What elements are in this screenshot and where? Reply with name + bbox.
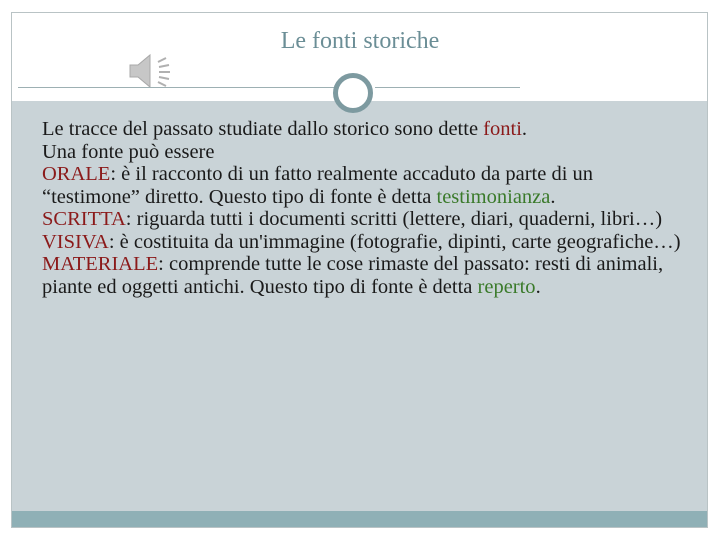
item-text: Le tracce del passato studiate dallo storico sono dette (42, 118, 484, 140)
highlight-term: reperto (477, 275, 536, 298)
item-text: : riguarda tutti i documenti scritti (lettere, diari, quaderni, libri…) (125, 208, 663, 230)
item-text: : comprende tutte le cose rimaste del passato: resti di animali, piante ed oggetti antichi. Questo tipo di fonte è detta (42, 253, 664, 298)
highlight-term: testimonianza (436, 185, 551, 208)
circle-ornament-icon (333, 73, 373, 113)
item-text: . (521, 118, 528, 140)
keyword: fonti (483, 118, 522, 140)
keyword: VISIVA (42, 230, 109, 253)
keyword: SCRITTA (42, 208, 126, 230)
keyword: ORALE (42, 163, 111, 185)
list-item (20, 163, 695, 208)
list-item (20, 141, 695, 164)
item-text: . (535, 275, 541, 298)
speaker-icon[interactable] (122, 50, 178, 92)
item-text: . (550, 185, 556, 208)
divider (375, 87, 520, 88)
bullet-list (20, 118, 695, 298)
keyword: MATERIALE (42, 253, 159, 275)
list-item (20, 208, 695, 231)
item-text: : è il racconto di un fatto realmente accaduto da parte di un “testimone” diretto. Questo tipo di fonte è detta (42, 163, 594, 208)
item-text: : è costituita da un'immagine (fotografie, dipinti, carte geografiche…) (108, 230, 681, 253)
list-item (20, 231, 695, 254)
divider (18, 87, 336, 88)
list-item (20, 253, 695, 298)
footer-bar (12, 511, 707, 527)
item-text: Una fonte può essere (42, 140, 215, 163)
list-item (20, 118, 695, 141)
page-title: Le fonti storiche (280, 28, 440, 54)
